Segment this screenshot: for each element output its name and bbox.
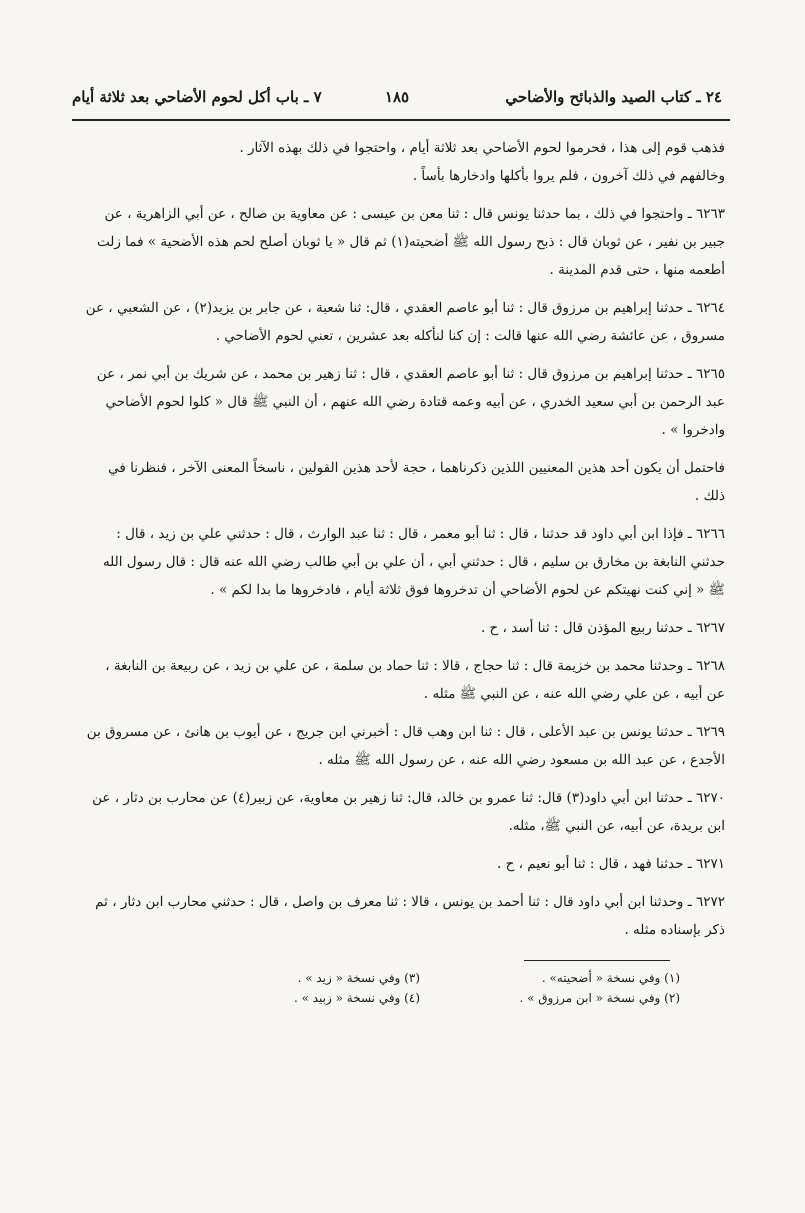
- footnote-3: (٣) وفي نسخة « زيد » .: [297, 971, 420, 985]
- footnote-2: (٢) وفي نسخة « ابن مرزوق » .: [519, 991, 680, 1005]
- footnote-4: (٤) وفي نسخة « زبيد » .: [293, 991, 420, 1005]
- hadith-6269: ٦٢٦٩ ـ حدثنا يونس بن عبد الأعلى ، قال : ثنا ابن وهب قال : أخبرني ابن جريج ، عن أيوب بن هانئ ، عن مسروق بن الأجدع ، عن عبد الله بن مسعود رضي الله عنه ، عن رسول الله ﷺ مثله .: [86, 724, 725, 768]
- footnotes: [260, 968, 680, 1018]
- hadith-6271: ٦٢٧١ ـ حدثنا فهد ، قال : ثنا أبو نعيم ، ح .: [496, 856, 725, 872]
- main-text: [85, 134, 725, 944]
- running-header: [72, 88, 722, 116]
- footnote-1: (١) وفي نسخة « أضحيته» .: [541, 971, 680, 985]
- hadith-6264: ٦٢٦٤ ـ حدثنا إبراهيم بن مرزوق قال : ثنا أبو عاصم العقدي ، قال: ثنا شعبة ، عن جابر بن يزيد(٢) ، عن الشعبي ، عن مسروق ، عن عائشة رضي الله عنها قالت : إن كنا لنأكله بعد عشرين ، تعني لحوم الأضاحي .: [85, 300, 725, 344]
- book-title: ٢٤ ـ كتاب الصيد والذبائح والأضاحي: [505, 88, 722, 106]
- hadith-6265: ٦٢٦٥ ـ حدثنا إبراهيم بن مرزوق قال : ثنا أبو عاصم العقدي ، قال : ثنا زهير بن محمد ، عن شريك بن أبي نمر ، عن عبد الرحمن بن أبي سعيد الخدري ، عن أبيه وعمه قتادة رضي الله عنهم ، أن النبي ﷺ قال « كلوا لحوم الأضاحي وادخروا » .: [96, 366, 725, 438]
- hadith-6267: ٦٢٦٧ ـ حدثنا ربيع المؤذن قال : ثنا أسد ، ح .: [480, 620, 725, 636]
- hadith-6266: ٦٢٦٦ ـ فإذا ابن أبي داود قد حدثنا ، قال : ثنا أبو معمر ، قال : ثنا عبد الوارث ، قال : حدثني علي بن زيد ، قال : حدثني النابغة بن مخارق بن سليم ، قال : حدثني أبي ، أن علي بن أبي طالب رضي الله عنه قال : قال رسول الله ﷺ « إني كنت نهيتكم عن لحوم الأضاحي أن تدخروها فوق ثلاثة أيام ، فادخروها ما بدا لكم » .: [102, 526, 725, 598]
- paragraph-opposing-view: وخالفهم في ذلك آخرون ، فلم يروا بأكلها وادخارها بأساً .: [412, 168, 725, 184]
- paragraph-intro: فذهب قوم إلى هذا ، فحرموا لحوم الأضاحي بعد ثلاثة أيام ، واحتجوا في ذلك بهذه الآثار .: [239, 140, 725, 156]
- hadith-6263: ٦٢٦٣ ـ واحتجوا في ذلك ، بما حدثنا يونس قال : ثنا معن بن عيسى : عن معاوية بن صالح ، عن أبي الزاهرية ، عن جبير بن نفير ، عن ثوبان قال : ذبح رسول الله ﷺ أضحيته(١) ثم قال « يا ثوبان أصلح لحم هذه الأضحية » فما زلت أطعمه منها ، حتى قدم المدينة .: [96, 206, 725, 278]
- header-divider: [72, 119, 730, 121]
- chapter-title: ٧ ـ باب أكل لحوم الأضاحي بعد ثلاثة أيام: [72, 88, 322, 106]
- paragraph-analysis: فاحتمل أن يكون أحد هذين المعنيين اللذين ذكرناهما ، حجة لأحد هذين القولين ، ناسخاً المعنى الآخر ، فنظرنا في ذلك .: [108, 460, 725, 504]
- hadith-6272: ٦٢٧٢ ـ وحدثنا ابن أبي داود قال : ثنا أحمد بن يونس ، قالا : ثنا معرف بن واصل ، قال : حدثني محارب ابن دثار ، ثم ذكر بإسناده مثله .: [95, 894, 725, 938]
- hadith-6268: ٦٢٦٨ ـ وحدثنا محمد بن خزيمة قال : ثنا حجاج ، قالا : ثنا حماد بن سلمة ، عن علي بن زيد ، عن ربيعة بن النابغة ، عن أبيه ، عن علي رضي الله عنه ، عن النبي ﷺ مثله .: [105, 658, 725, 702]
- footnote-divider: [524, 960, 670, 961]
- page-number: ١٨٥: [384, 88, 410, 106]
- hadith-6270: ٦٢٧٠ ـ حدثنا ابن أبي داود(٣) قال: ثنا عمرو بن خالد، قال: ثنا زهير بن معاوية، عن زبير(٤) عن محارب بن دثار ، عن ابن بريدة، عن أبيه، عن النبي ﷺ، مثله.: [92, 790, 725, 834]
